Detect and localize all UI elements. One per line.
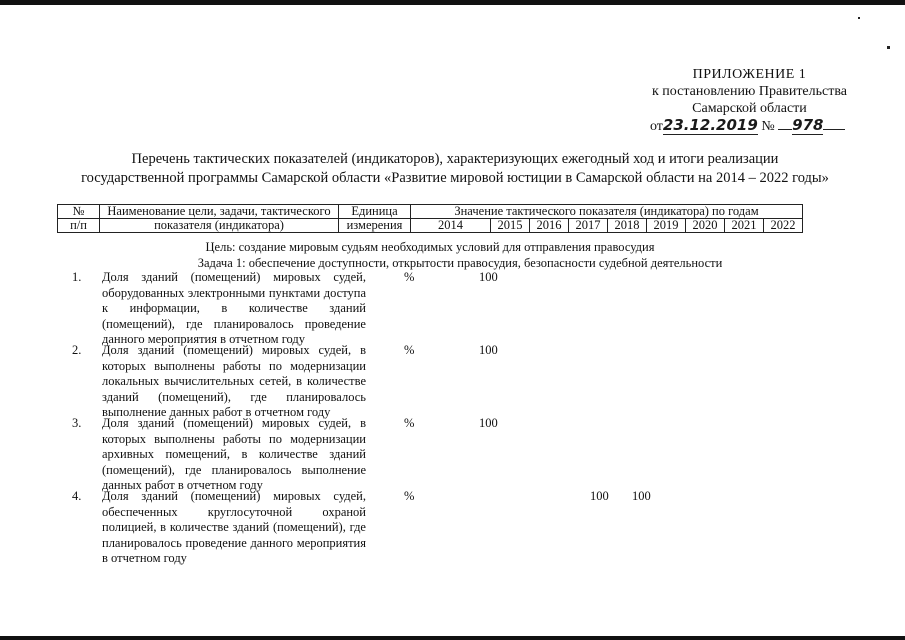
document-title-line: Перечень тактических показателей (индикаторов), характеризующих ежегодный ход и итоги реализации <box>131 151 779 167</box>
row-indicator-text: Доля зданий (помещений) мировых судей, обеспеченных круглосуточной охраной полицией, в количестве зданий (помещений), где планировалось проведение данного мероприятия в отчетном году <box>102 489 366 565</box>
year-header: 2022 <box>764 219 803 233</box>
header-name-2: показателя (индикатора) <box>100 219 339 233</box>
document-title-line: государственной программы Самарской области «Развитие мировой юстиции в Самарской области на 2014 – 2022 годы» <box>81 170 829 186</box>
scan-speck <box>887 46 890 49</box>
year-header: 2014 <box>411 219 491 233</box>
year-header: 2019 <box>647 219 686 233</box>
row-unit: % <box>404 489 415 503</box>
year-header: 2021 <box>725 219 764 233</box>
number-underline <box>778 117 792 130</box>
row-number: 1. <box>72 270 82 284</box>
bottom-border <box>0 636 905 640</box>
header-num-2: п/п <box>58 219 100 233</box>
row-indicator-text: Доля зданий (помещений) мировых судей, в которых выполнены работы по модернизации локальных вычислительных сетей, в количестве зданий (помещений), где планировалось выполнение данных работ в отчетном году <box>102 343 366 419</box>
indicators-table-header <box>57 204 803 233</box>
row-indicator-text: Доля зданий (помещений) мировых судей, в которых выполнены работы по модернизации архивных помещений, в количестве зданий (помещений), где планировалось выполнение данных работ в отчетном году <box>102 416 366 492</box>
year-header: 2016 <box>530 219 569 233</box>
goal-line: Цель: создание мировым судьям необходимых условий для отправления правосудия <box>205 240 655 254</box>
number-underline <box>823 117 845 130</box>
appendix-line: к постановлению Правительства <box>651 84 847 99</box>
appendix-date-line <box>650 117 847 135</box>
appendix-header <box>649 66 847 135</box>
row-number: 3. <box>72 416 82 430</box>
row-unit: % <box>404 270 415 284</box>
number-prefix: № <box>761 119 775 134</box>
header-unit-2: измерения <box>339 219 411 233</box>
handwritten-date: 23.12.2019 <box>662 116 758 134</box>
year-header: 2018 <box>608 219 647 233</box>
row-value-2017: 100 <box>632 489 651 503</box>
row-unit: % <box>404 343 415 357</box>
header-name: Наименование цели, задачи, тактического <box>100 205 339 219</box>
task-line: Задача 1: обеспечение доступности, открытости правосудия, безопасности судебной деятельности <box>197 256 723 270</box>
year-header: 2020 <box>686 219 725 233</box>
row-number: 2. <box>72 343 82 357</box>
row-number: 4. <box>72 489 82 503</box>
row-value-2014: 100 <box>479 416 498 430</box>
date-prefix: от <box>649 119 663 134</box>
row-value-2014: 100 <box>479 343 498 357</box>
header-values-title: Значение тактического показателя (индикатора) по годам <box>411 205 803 219</box>
scan-speck <box>858 17 860 19</box>
row-indicator-text: Доля зданий (помещений) мировых судей, оборудованных электронными пунктами доступа к информации, в количестве зданий (помещений), где планировалось проведение данного мероприятия в отчетном году <box>102 270 366 346</box>
row-value-2014: 100 <box>479 270 498 284</box>
year-header: 2017 <box>569 219 608 233</box>
document-title <box>40 150 870 188</box>
year-header: 2015 <box>491 219 530 233</box>
header-num: № <box>58 205 100 219</box>
row-unit: % <box>404 416 415 430</box>
appendix-line: Самарской области <box>692 101 807 116</box>
top-border <box>0 0 905 5</box>
appendix-title: ПРИЛОЖЕНИЕ 1 <box>692 67 807 82</box>
handwritten-number: 978 <box>792 116 824 134</box>
row-value-2016: 100 <box>590 489 609 503</box>
header-unit: Единица <box>339 205 411 219</box>
